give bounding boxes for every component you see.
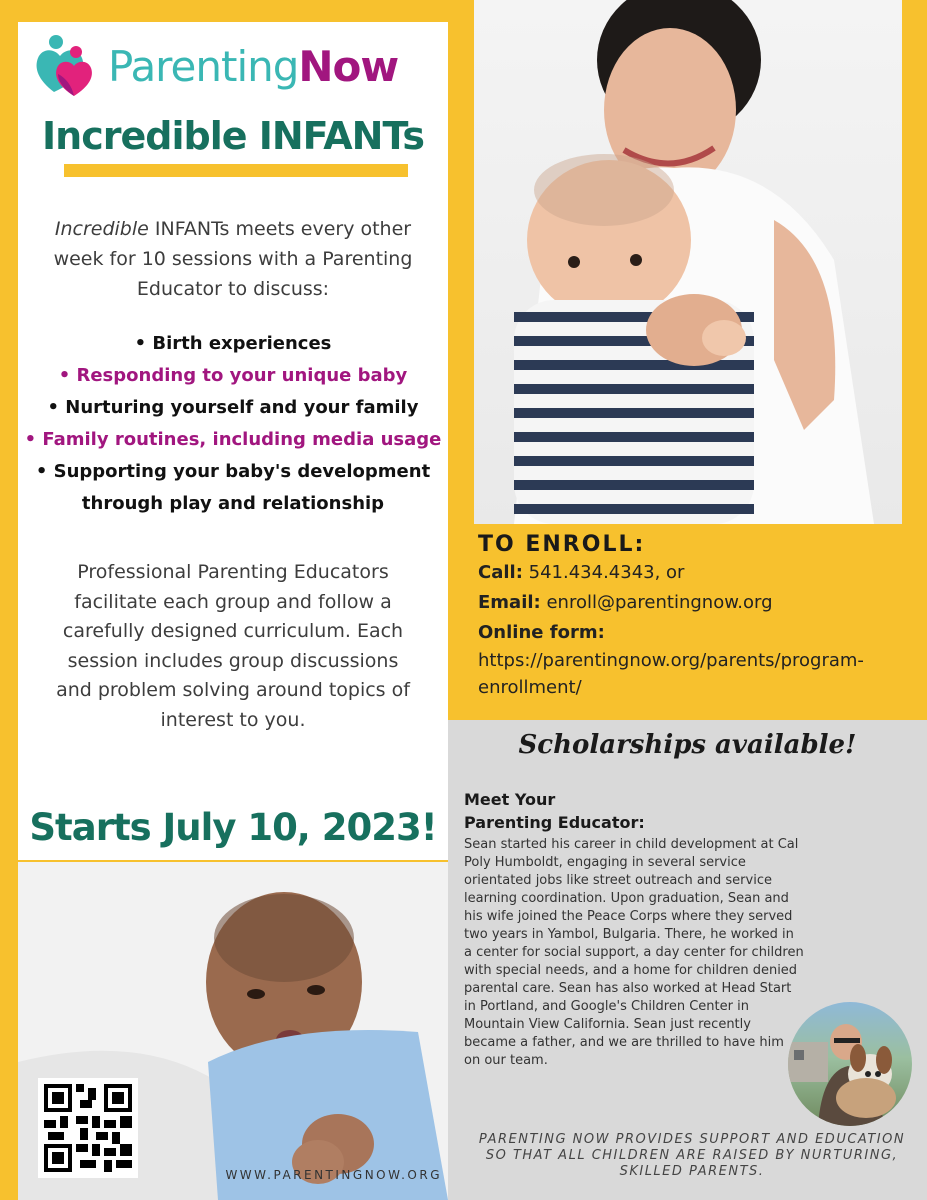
topic-item: • Supporting your baby's development bbox=[35, 461, 431, 482]
enroll-section bbox=[478, 532, 918, 701]
program-intro: Incredible INFANTs meets every other week for 10 sessions with a Parenting Educator to discuss: bbox=[53, 218, 413, 300]
logo-wordmark: ParentingNow bbox=[108, 41, 399, 91]
qr-code-icon bbox=[44, 1084, 132, 1172]
mother-baby-illustration bbox=[474, 0, 902, 524]
enroll-online-label: Online form: bbox=[478, 622, 605, 643]
topic-item: through play and relationship bbox=[81, 493, 385, 514]
enroll-email[interactable]: Email: enroll@parentingnow.org bbox=[478, 592, 773, 613]
educator-photo bbox=[788, 1002, 912, 1126]
title-underline bbox=[64, 164, 408, 177]
topics-list bbox=[18, 328, 448, 520]
program-title: Incredible INFANTs bbox=[42, 114, 424, 158]
enroll-heading: TO ENROLL: bbox=[478, 532, 646, 557]
program-info-panel bbox=[18, 22, 448, 860]
start-date: Starts July 10, 2023! bbox=[29, 806, 437, 849]
website-link[interactable]: WWW.PARENTINGNOW.ORG bbox=[225, 1168, 442, 1182]
topic-item: • Birth experiences bbox=[134, 333, 332, 354]
qr-code[interactable] bbox=[38, 1078, 138, 1178]
scholarships-banner: Scholarships available! bbox=[518, 730, 857, 760]
parenting-now-logo[interactable] bbox=[32, 26, 442, 106]
educator-with-dog-illustration bbox=[788, 1002, 912, 1126]
mother-baby-photo bbox=[474, 0, 902, 524]
topic-item: • Responding to your unique baby bbox=[58, 365, 408, 386]
educator-panel bbox=[448, 720, 927, 1200]
topic-item: • Family routines, including media usage bbox=[24, 429, 442, 450]
enrollment-url-link[interactable]: https://parentingnow.org/parents/program- enrollment/ bbox=[478, 650, 864, 698]
email-link[interactable]: enroll@parentingnow.org bbox=[540, 592, 773, 613]
mission-statement: PARENTING NOW PROVIDES SUPPORT AND EDUCATION SO THAT ALL CHILDREN ARE RAISED BY NURTURING, SKILLED PARENTS. bbox=[478, 1132, 906, 1179]
program-description: Professional Parenting Educators facilitate each group and follow a carefully designed curriculum. Each session includes group discussions and problem solving around topics of interest to you. bbox=[56, 561, 410, 731]
hearts-logo-icon bbox=[32, 30, 104, 102]
educator-heading: Meet Your Parenting Educator: bbox=[464, 790, 645, 832]
educator-bio: Sean started his career in child development at Cal Poly Humboldt, engaging in several service orientated jobs like street outreach and service learning coordination. Upon graduation, Sean and his wife joined the Peace Corps where they served two years in Yambol, Bulgaria. There, he worked in a center for social support, a day center for children with special needs, and a home for children denied parental care. Sean has also worked at Head Start in Portland, and Google's Children Center in Mountain View California. Sean just recently became a father, and we are thrilled to have him on our team. bbox=[464, 837, 804, 1068]
enroll-call[interactable]: Call: 541.434.4343, or bbox=[478, 562, 685, 583]
phone-number[interactable]: 541.434.4343, or bbox=[522, 562, 685, 583]
topic-item: • Nurturing yourself and your family bbox=[47, 397, 419, 418]
